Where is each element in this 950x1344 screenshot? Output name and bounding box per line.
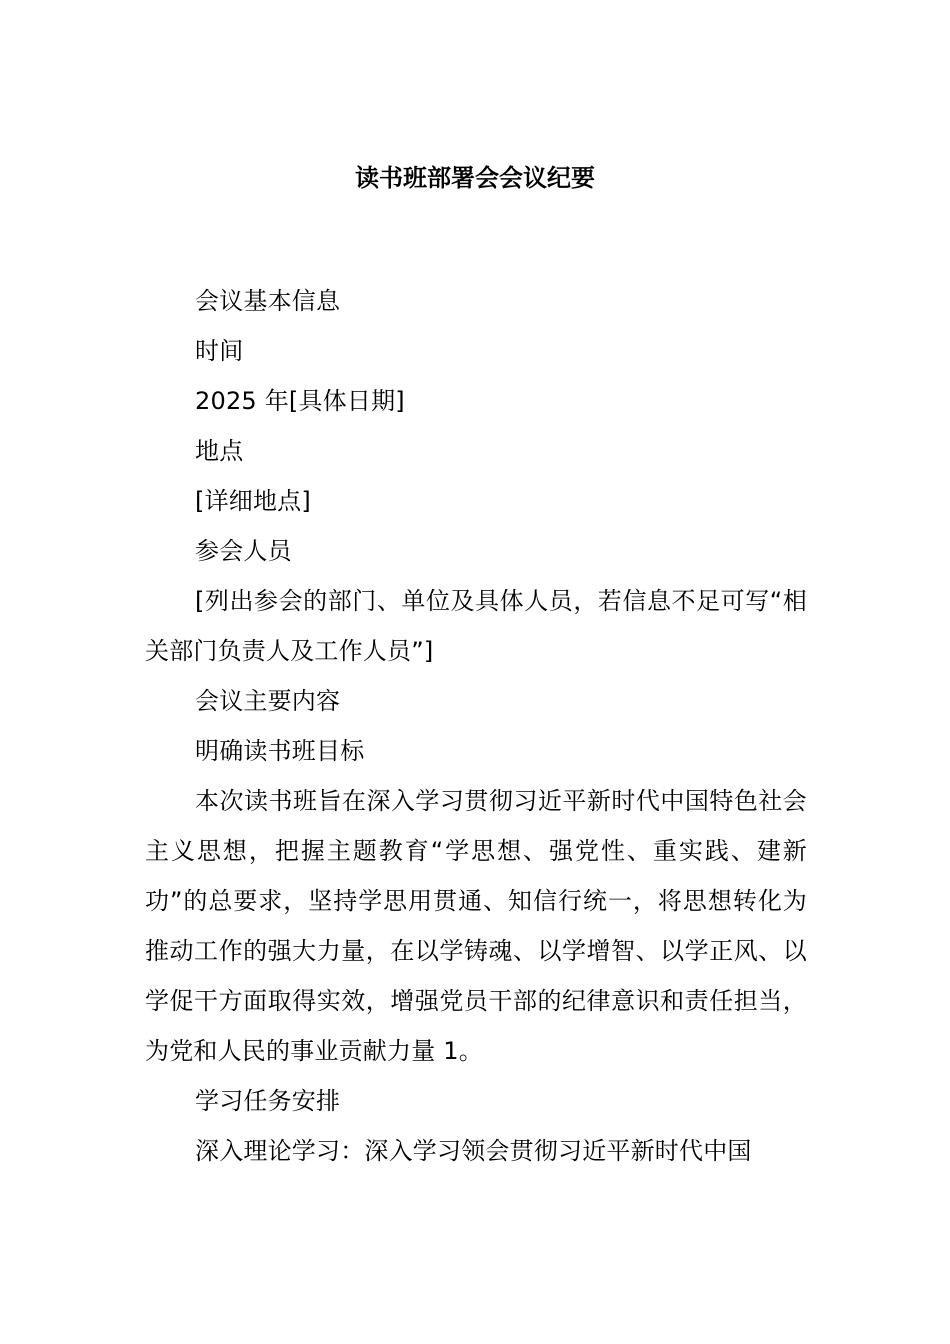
- field-label: 地点: [195, 437, 244, 465]
- field-value: [详细地点]: [195, 487, 311, 515]
- document-body: [145, 276, 807, 1176]
- field-value: [列出参会的部门、单位及具体人员，若信息不足可写“相关部门负责人及工作人员”]: [145, 587, 807, 665]
- section-heading: 会议基本信息: [195, 287, 341, 315]
- subsection-heading: 明确读书班目标: [195, 737, 365, 765]
- field-label: 时间: [195, 337, 244, 365]
- body-paragraph: 本次读书班旨在深入学习贯彻习近平新时代中国特色社会主义思想，把握主题教育“学思想、强党性、重实践、建新功”的总要求，坚持学思用贯通、知信行统一，将思想转化为推动工作的强大力量，在以学铸魂、以学增智、以学正风、以学促干方面取得实效，增强党员干部的纪律意识和责任担当，为党和人民的事业贡献力量 1。: [145, 787, 807, 1065]
- body-paragraph: 深入理论学习：深入学习领会贯彻习近平新时代中国: [195, 1137, 752, 1165]
- field-value: 2025 年[具体日期]: [195, 387, 405, 415]
- subsection-heading: 学习任务安排: [195, 1087, 341, 1115]
- field-label: 参会人员: [195, 537, 292, 565]
- section-heading: 会议主要内容: [195, 687, 341, 715]
- document-title: 读书班部署会会议纪要: [355, 164, 595, 192]
